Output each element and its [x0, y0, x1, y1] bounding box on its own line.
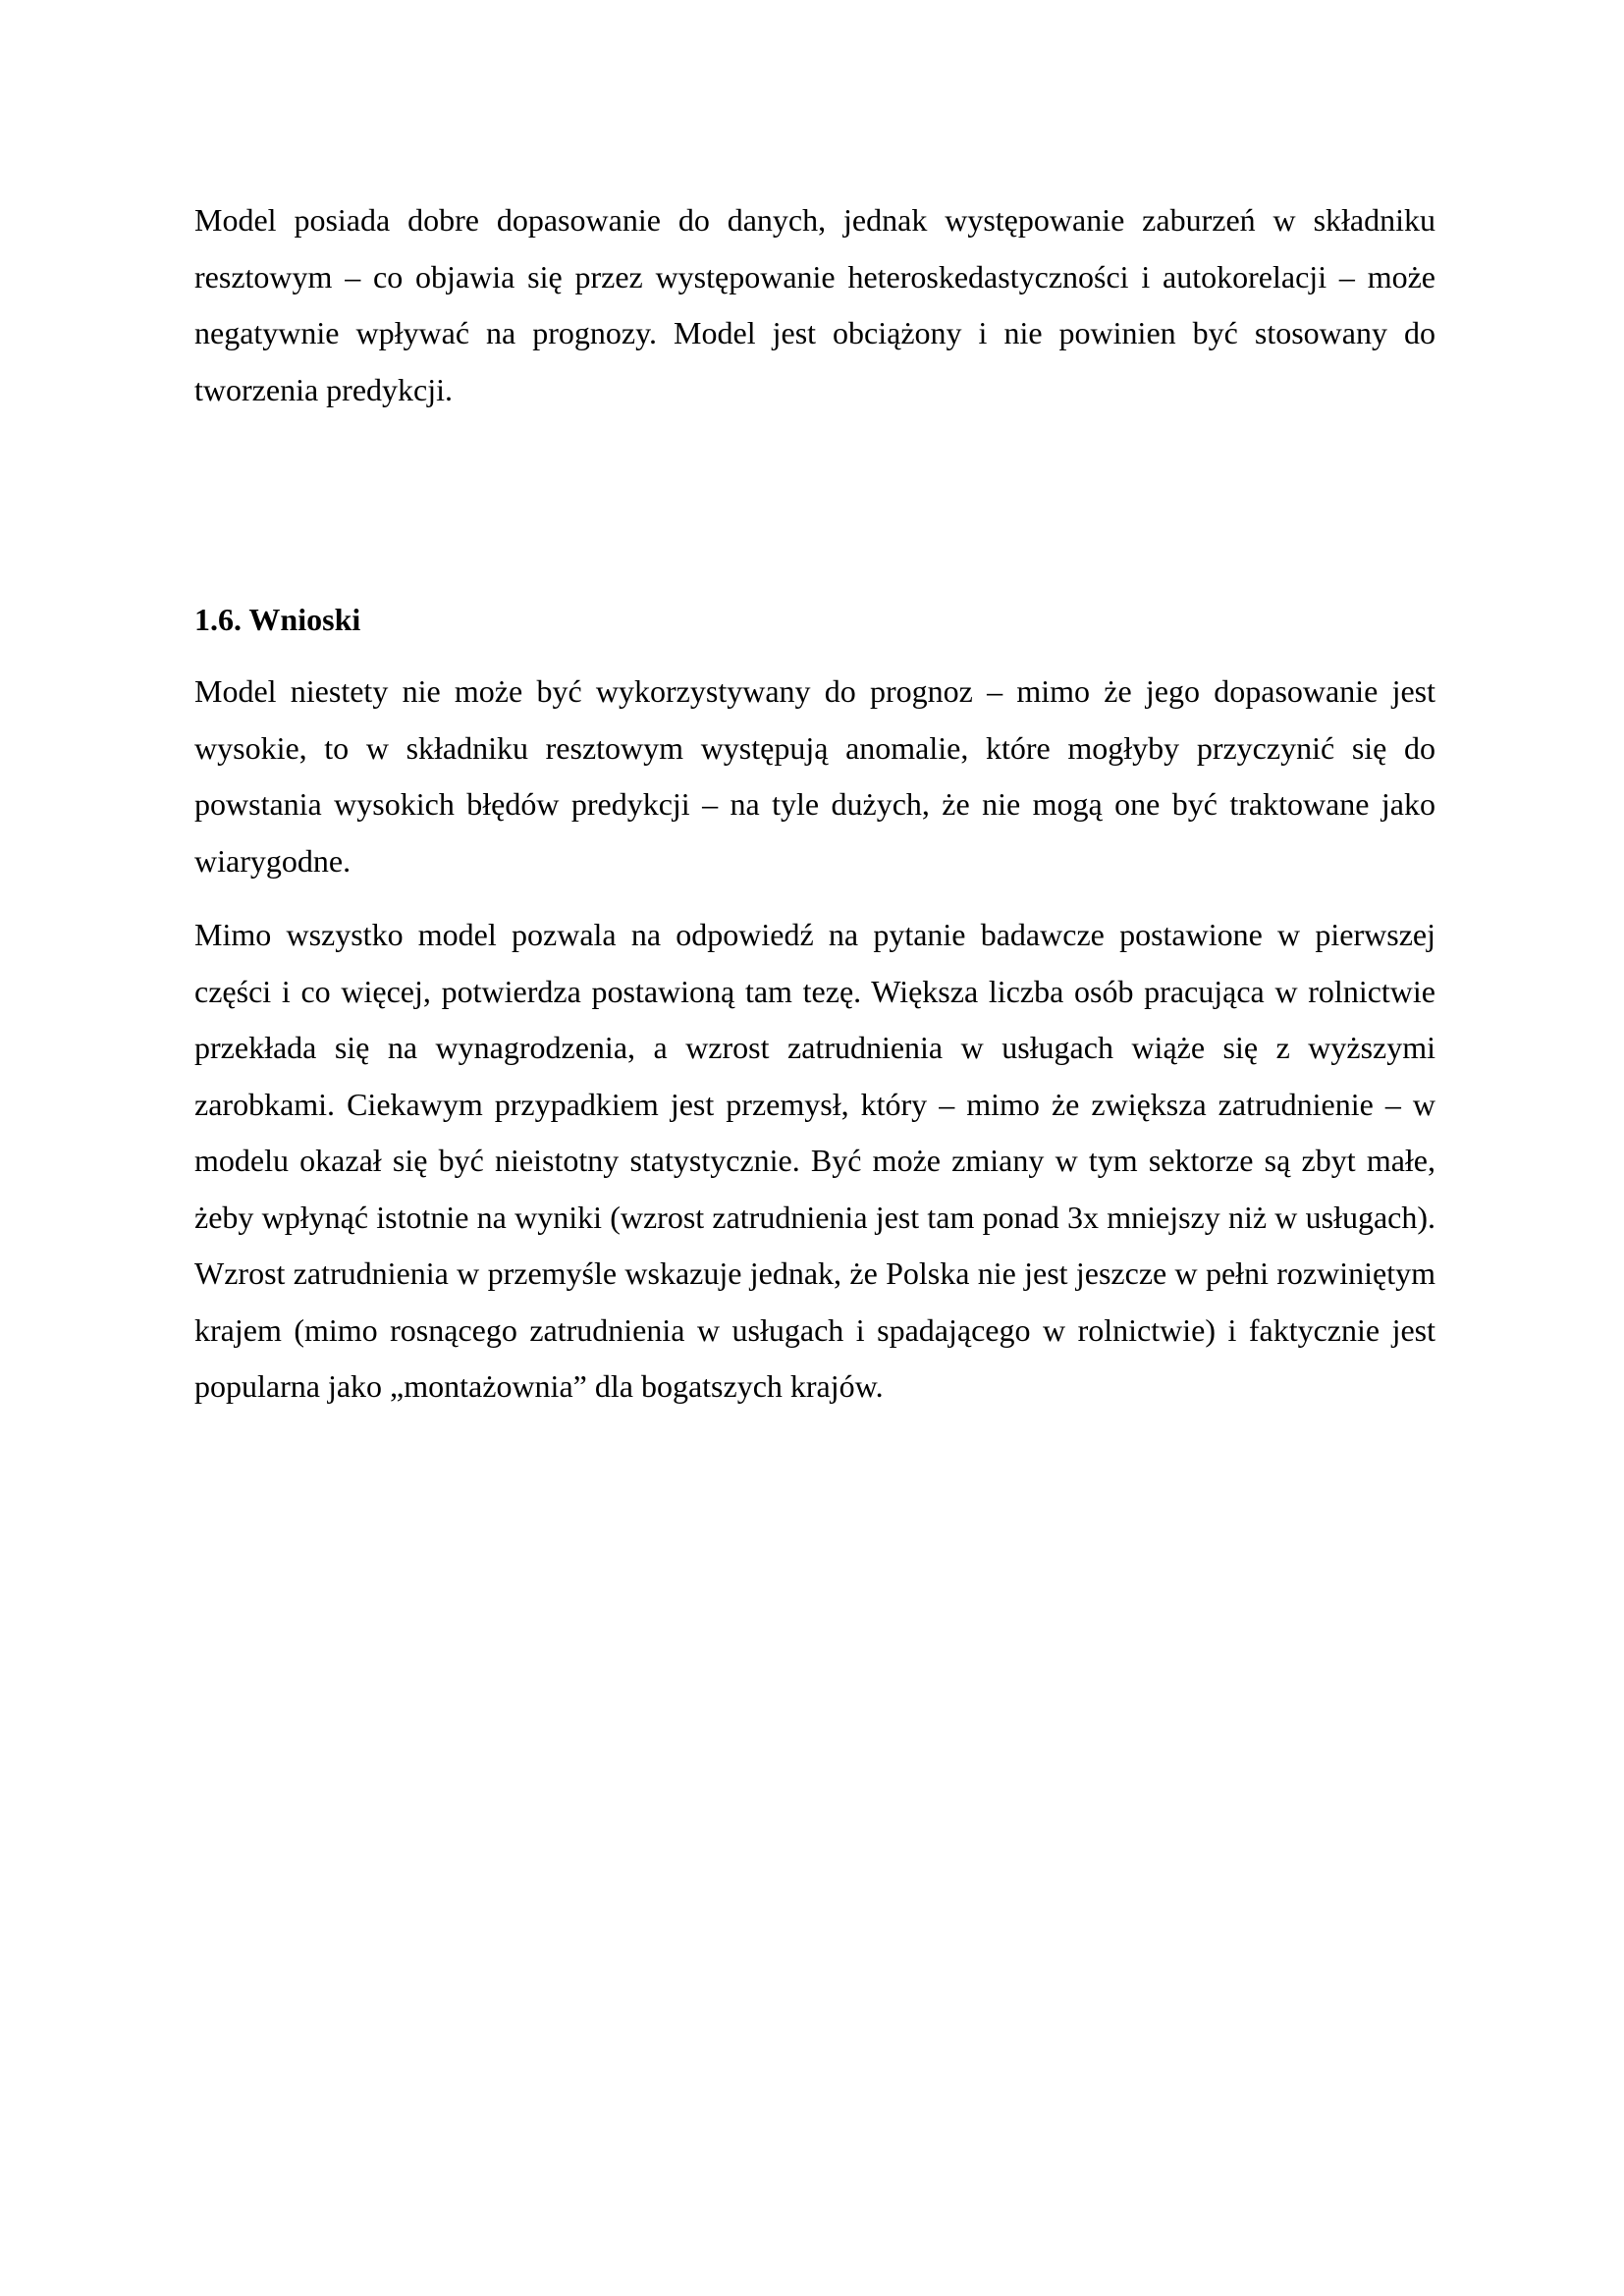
intro-paragraph: Model posiada dobre dopasowanie do danych, jednak występowanie zaburzeń w składniku resztowym – co objawia się przez występowanie heteroskedastyczności i autokorelacji – może negatywnie wpływać na prognozy. Model jest obciążony i nie powinien być stosowany do tworzenia predykcji. [194, 202, 1435, 407]
section-heading: 1.6. Wnioski [194, 602, 361, 637]
conclusion-paragraph-2: Mimo wszystko model pozwala na odpowiedź na pytanie badawcze postawione w pierwszej części i co więcej, potwierdza postawioną tam tezę. Większa liczba osób pracująca w rolnictwie przekłada się na wynagrodzenia, a wzrost zatrudnienia w usługach wiąże się z wyższymi zarobkami. Ciekawym przypadkiem jest przemysł, który – mimo że zwiększa zatrudnienie – w modelu okazał się być nieistotny statystycznie. Być może zmiany w tym sektorze są zbyt małe, żeby wpłynąć istotnie na wyniki (wzrost zatrudnienia jest tam ponad 3x mniejszy niż w usługach). Wzrost zatrudnienia w przemyśle wskazuje jednak, że Polska nie jest jeszcze w pełni rozwiniętym krajem (mimo rosnącego zatrudnienia w usługach i spadającego w rolnictwie) i faktycznie jest popularna jako „montażownia” dla bogatszych krajów. [194, 917, 1435, 1404]
document-page [194, 192, 1435, 1415]
conclusion-paragraph-1: Model niestety nie może być wykorzystywany do prognoz – mimo że jego dopasowanie jest wysokie, to w składniku resztowym występują anomalie, które mogłyby przyczynić się do powstania wysokich błędów predykcji – na tyle dużych, że nie mogą one być traktowane jako wiarygodne. [194, 673, 1435, 879]
